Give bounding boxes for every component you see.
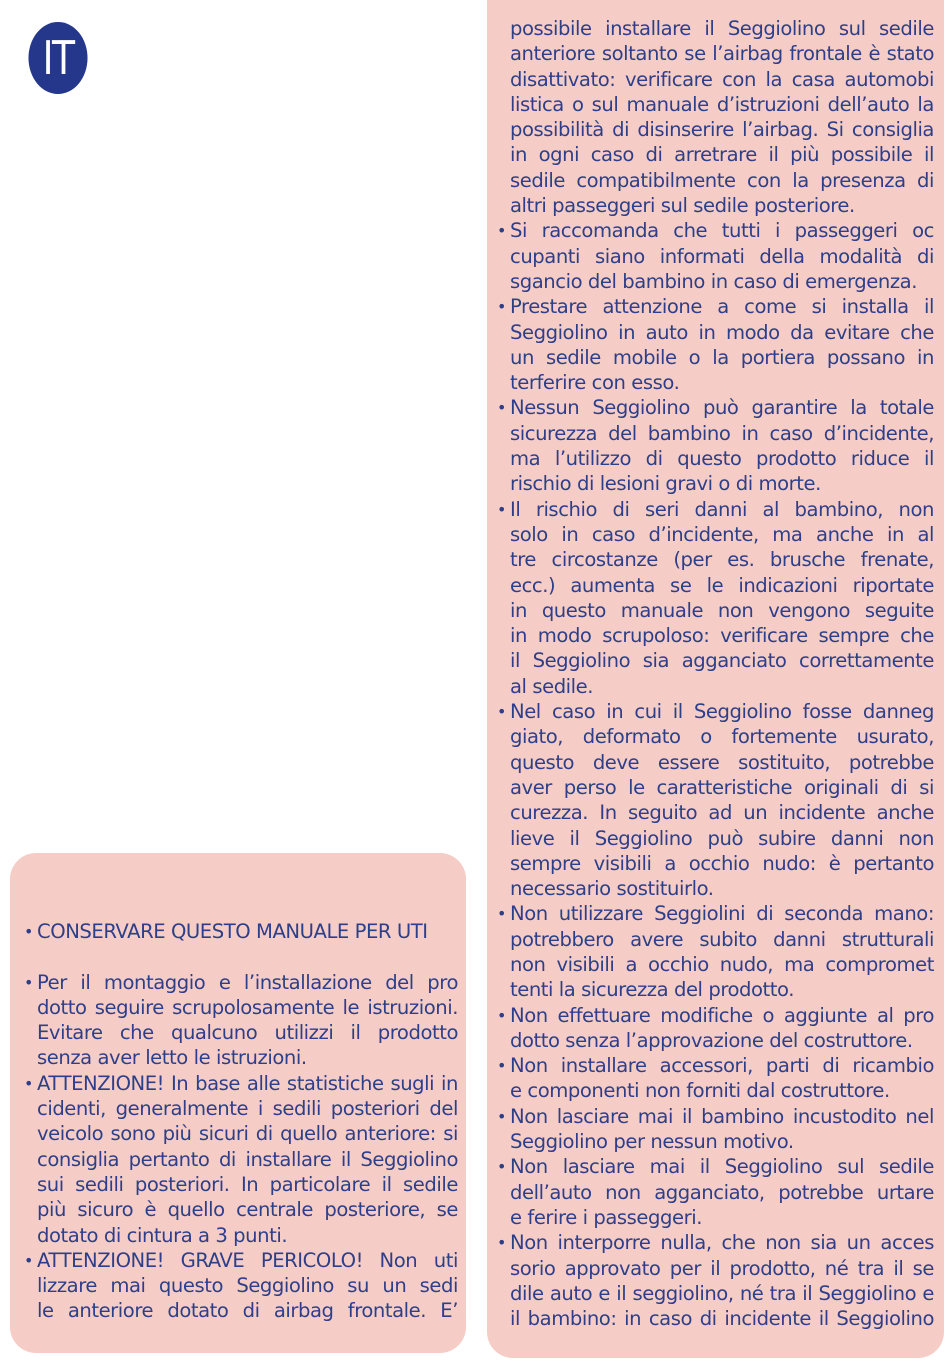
text-line: listica o sul manuale d’istruzioni dell’auto la xyxy=(510,92,934,116)
text-line: cidenti, generalmente i sedili posteriori del xyxy=(37,1097,458,1121)
text-line: aver perso le caratteristiche originali di si xyxy=(510,775,934,799)
text-line: sempre visibili a occhio nudo: è pertanto xyxy=(510,851,934,875)
text-line: e ferire i passeggeri. xyxy=(510,1205,702,1229)
text-line: le anteriore dotato di airbag frontale. E’ xyxy=(37,1299,458,1323)
bullet-marker: • xyxy=(497,1005,507,1025)
text-line: Non lasciare mai il bambino incustodito nel xyxy=(510,1104,934,1128)
text-line: lizzare mai questo Seggiolino su un sedi xyxy=(37,1274,458,1298)
text-line: Non lasciare mai il Seggiolino sul sedile xyxy=(510,1155,934,1179)
bullet-marker: • xyxy=(24,972,34,992)
text-line: anteriore soltanto se l’airbag frontale è stato xyxy=(510,42,934,66)
text-line: Non installare accessori, parti di ricambio xyxy=(510,1054,934,1078)
bullet-marker: • xyxy=(497,1056,507,1076)
text-line: Per il montaggio e l’installazione del pro xyxy=(37,970,458,994)
list-item xyxy=(497,395,934,496)
text-line: Non utilizzare Seggiolini di seconda mano: xyxy=(510,902,934,926)
text-line: ATTENZIONE! In base alle statistiche sugli in xyxy=(37,1071,458,1095)
list-item xyxy=(24,970,458,1071)
text-line: dotato di cintura a 3 punti. xyxy=(37,1223,288,1247)
text-line: giato, deformato o fortemente usurato, xyxy=(510,725,934,749)
list-item xyxy=(497,16,934,218)
text-line: dotto senza l’approvazione del costruttore. xyxy=(510,1028,913,1052)
text-line: possibile installare il Seggiolino sul sedile xyxy=(510,17,934,40)
text-line: in modo scrupoloso: verificare sempre che xyxy=(510,624,934,648)
list-item xyxy=(497,218,934,294)
list-item xyxy=(497,901,934,1002)
text-line: terferire con esso. xyxy=(510,371,680,395)
text-line: Non interporre nulla, che non sia un acces xyxy=(510,1231,934,1255)
text-line: Evitare che qualcuno utilizzi il prodotto xyxy=(37,1021,458,1045)
bullet-marker: • xyxy=(497,499,507,519)
bullet-marker: • xyxy=(497,297,507,317)
text-line: Nel caso in cui il Seggiolino fosse danneg xyxy=(510,700,934,724)
text-line: Seggiolino in auto in modo da evitare che xyxy=(510,320,934,344)
text-line: necessario sostituirlo. xyxy=(510,877,714,901)
text-line: sorio approvato per il prodotto, né tra il se xyxy=(510,1256,934,1280)
list-item xyxy=(497,497,934,699)
bullet-marker: • xyxy=(497,398,507,418)
text-line: e componenti non forniti dal costruttore. xyxy=(510,1079,890,1103)
language-badge xyxy=(28,22,87,94)
list-item xyxy=(497,294,934,395)
text-line: solo in caso d’incidente, ma anche in al xyxy=(510,522,934,546)
text-line: sedile compatibilmente con la presenza di xyxy=(510,168,934,192)
text-line: tenti la sicurezza del prodotto. xyxy=(510,978,794,1002)
text-line: ma l’utilizzo di questo prodotto riduce il xyxy=(510,447,934,471)
text-line: tre circostanze (per es. brusche frenate, xyxy=(510,548,934,572)
text-line: un sedile mobile o la portiera possano in xyxy=(510,345,934,369)
left-text-panel xyxy=(10,853,466,1353)
text-line: veicolo sono più sicuri di quello anteriore: si xyxy=(37,1122,458,1146)
list-item xyxy=(497,1230,934,1331)
list-item xyxy=(24,919,458,944)
text-line: consiglia pertanto di installare il Seggiolino xyxy=(37,1147,458,1171)
text-line: dotto seguire scrupolosamente le istruzioni. xyxy=(37,995,458,1019)
text-line: senza aver letto le istruzioni. xyxy=(37,1046,307,1070)
text-line: ecc.) aumenta se le indicazioni riportate xyxy=(510,573,934,597)
text-line: il bambino: in caso di incidente il Seggiolino xyxy=(510,1307,934,1331)
text-line: ATTENZIONE! GRAVE PERICOLO! Non uti xyxy=(37,1248,458,1272)
text-line: questo deve essere sostituito, potrebbe xyxy=(510,750,934,774)
bullet-marker: • xyxy=(24,1073,34,1093)
text-line: dile auto e il seggiolino, né tra il Seggiolino e xyxy=(510,1281,934,1305)
text-line: altri passeggeri sul sedile posteriore. xyxy=(510,194,855,218)
list-item xyxy=(497,1003,934,1054)
list-item xyxy=(24,1071,458,1248)
text-line: dell’auto non agganciato, potrebbe urtare xyxy=(510,1180,934,1204)
text-line: Nessun Seggiolino può garantire la totale xyxy=(510,396,934,420)
right-text-panel xyxy=(487,0,944,1358)
text-line: in ogni caso di arretrare il più possibile il xyxy=(510,143,934,167)
bullet-marker: • xyxy=(497,1233,507,1253)
text-line: più sicuro è quello centrale posteriore, se xyxy=(37,1198,458,1222)
text-line: sgancio del bambino in caso di emergenza. xyxy=(510,269,918,293)
text-line: Il rischio di seri danni al bambino, non xyxy=(510,497,934,521)
text-line: disattivato: verificare con la casa automobi xyxy=(510,67,934,91)
text-line: Non effettuare modifiche o aggiunte al pro xyxy=(510,1003,934,1027)
text-line: cupanti siano informati della modalità di xyxy=(510,244,934,268)
text-line: Seggiolino per nessun motivo. xyxy=(510,1130,794,1154)
text-line: lieve il Seggiolino può subire danni non xyxy=(510,826,934,850)
bullet-marker: • xyxy=(497,904,507,924)
list-item xyxy=(24,1248,458,1324)
bullet-marker: • xyxy=(497,221,507,241)
list-item xyxy=(497,699,934,901)
bullet-marker: • xyxy=(497,1157,507,1177)
text-line: CONSERVARE QUESTO MANUALE PER UTI xyxy=(37,920,428,943)
list-item xyxy=(497,1104,934,1155)
list-item xyxy=(497,1154,934,1230)
language-code: IT xyxy=(42,31,74,85)
text-line: non visibili a occhio nudo, ma compromet xyxy=(510,952,934,976)
text-line: sui sedili posteriori. In particolare il sedile xyxy=(37,1172,458,1196)
bullet-marker: • xyxy=(497,1106,507,1126)
text-line: in questo manuale non vengono seguite xyxy=(510,598,934,622)
list-item xyxy=(497,1053,934,1104)
bullet-marker: • xyxy=(24,922,34,941)
bullet-marker: • xyxy=(497,702,507,722)
text-line: potrebbero avere subito danni strutturali xyxy=(510,927,934,951)
text-line: curezza. In seguito ad un incidente anche xyxy=(510,801,934,825)
text-line: sicurezza del bambino in caso d’incidente, xyxy=(510,421,934,445)
text-line: al sedile. xyxy=(510,674,594,698)
text-line: Si raccomanda che tutti i passeggeri oc xyxy=(510,219,934,243)
text-line: rischio di lesioni gravi o di morte. xyxy=(510,472,821,496)
text-line: possibilità di disinserire l’airbag. Si consiglia xyxy=(510,118,934,142)
text-line: il Seggiolino sia agganciato correttamente xyxy=(510,649,934,673)
text-line: Prestare attenzione a come si installa il xyxy=(510,295,934,319)
bullet-marker: • xyxy=(24,1250,34,1270)
